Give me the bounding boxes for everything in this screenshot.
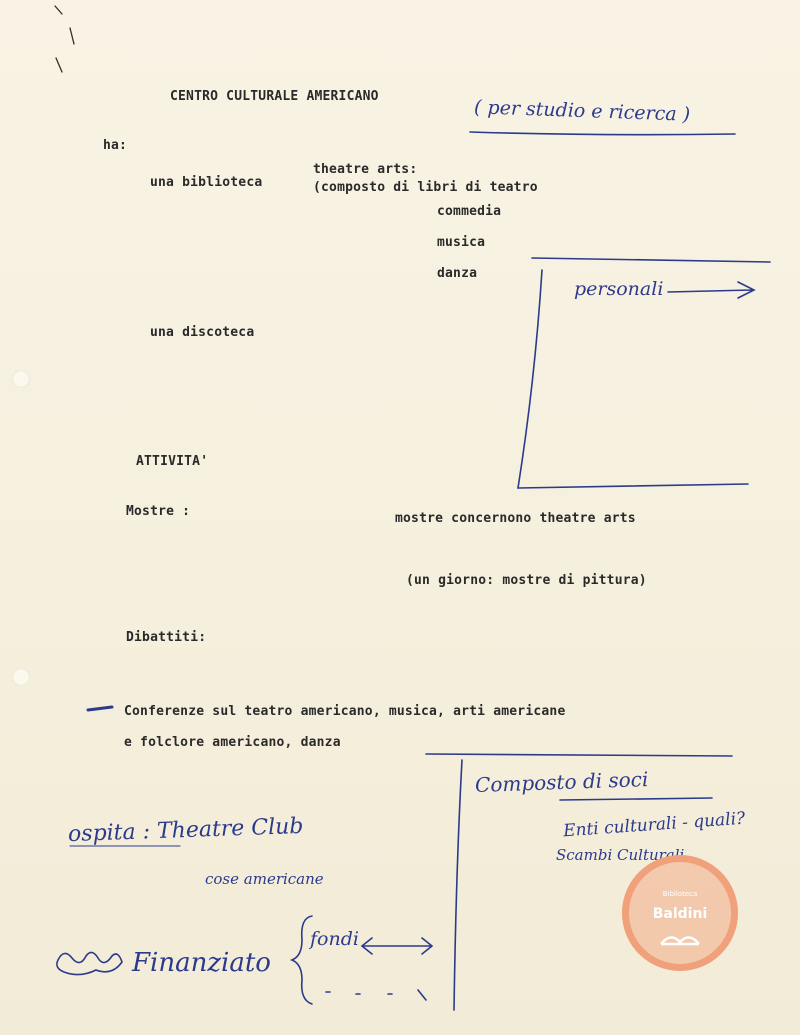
handwritten-enti-culturali: Enti culturali - quali? — [562, 808, 746, 842]
biblioteca-label: una biblioteca — [150, 175, 263, 190]
handwritten-composto-soci: Composto di soci — [474, 766, 649, 798]
document-title: CENTRO CULTURALE AMERICANO — [170, 89, 379, 104]
stamp-brand: Baldini — [652, 906, 708, 922]
conferenze-line-2: e folclore americano, danza — [124, 735, 341, 750]
discoteca-label: una discoteca — [150, 325, 255, 340]
danza-item: danza — [437, 266, 478, 281]
handwritten-finanziato: Finanziato — [132, 948, 271, 978]
attivita-heading: ATTIVITA' — [136, 454, 209, 469]
mostre-text: mostre concernono theatre arts — [395, 511, 636, 526]
handwritten-cose-americane: cose americane — [205, 870, 324, 888]
ha-label: ha: — [103, 138, 128, 153]
musica-item: musica — [437, 235, 486, 250]
dibattiti-label: Dibattiti: — [126, 630, 207, 645]
stamp-top-text: Biblioteca — [662, 890, 698, 898]
punch-hole — [12, 668, 30, 686]
conferenze-line-1: Conferenze sul teatro americano, musica, arti americane — [124, 704, 566, 719]
book-icon — [659, 924, 701, 946]
mostre-label: Mostre : — [126, 504, 191, 519]
mostre-future-text: (un giorno: mostre di pittura) — [406, 573, 647, 588]
commedia-item: commedia — [437, 204, 502, 219]
handwritten-per-studio: ( per studio e ricerca ) — [473, 96, 691, 126]
handwritten-personali: personali — [574, 278, 664, 300]
handwritten-ospita: ospita : Theatre Club — [67, 813, 304, 848]
handwritten-scambi-culturali: Scambi Culturali — [556, 846, 685, 864]
theatre-arts-label: theatre arts: — [313, 162, 418, 177]
library-stamp — [622, 855, 738, 971]
composto-text: (composto di libri di teatro — [313, 180, 538, 195]
punch-hole — [12, 370, 30, 388]
handwritten-fondi: fondi — [310, 928, 359, 950]
